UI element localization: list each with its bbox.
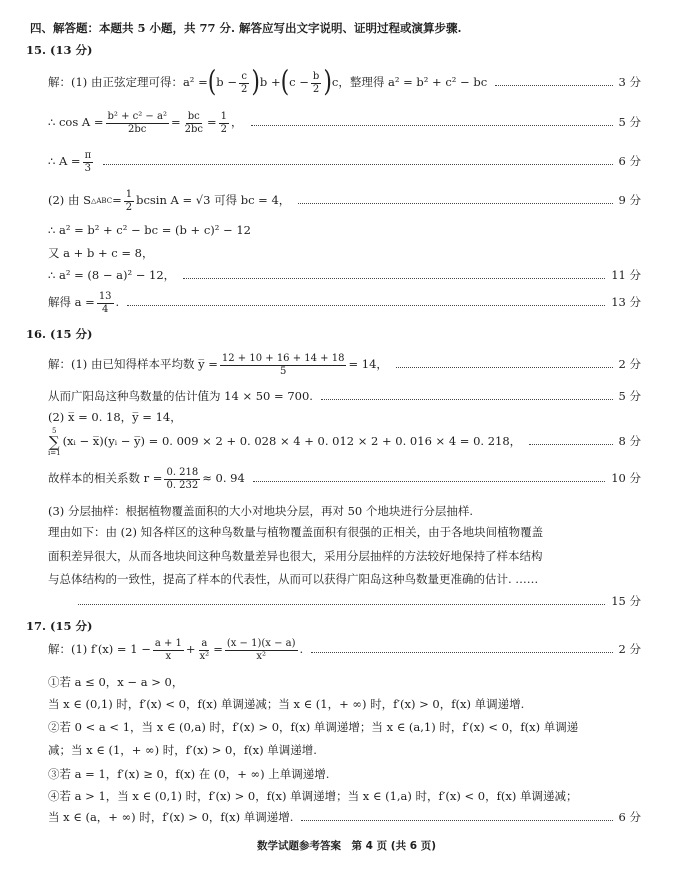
paren-open: ( [207,66,217,99]
leader-dots [127,305,605,306]
fraction-one-half [219,111,229,135]
q17-l6-text: ③若 a = 1，f′(x) ≥ 0，f(x) 在 (0，+ ∞) 上单调递增. [48,767,330,782]
frac-num: 0. 218 [166,467,199,478]
score-label: 6 分 [618,810,641,825]
footer-text: 数学试题参考答案 第 4 页 (共 6 页) [257,840,436,852]
fraction-13-over-4 [97,291,114,315]
score-label: 11 分 [611,268,641,283]
fraction-a-over-x2 [198,638,212,662]
q16-l5-prefix: 故样本的相关系数 r = [48,471,163,486]
leader-dots [311,652,612,653]
section-header-text: 四、解答题：本题共 5 小题，共 77 分. 解答应写出文字说明、证明过程或演算步骤. [30,21,462,36]
q16-l2-text: 从而广阳岛这种鸟数量的估计值为 14 × 50 = 700. [48,389,313,404]
fraction-one-half [124,189,134,213]
leader-dots [103,164,612,165]
q17-line-5 [48,738,693,764]
page-footer [0,838,693,853]
q15-line-3 [48,147,641,177]
score-label: 8 分 [618,434,641,449]
q16-title-text: 16. (15 分) [26,327,93,342]
fraction-bc-over-2bc [183,111,205,135]
frac-den: 0. 232 [166,479,199,491]
q15-line-4 [48,186,641,216]
q15-l1-prefix: 解：(1) 由正弦定理可得：a² = [48,75,208,90]
frac-num: 1 [125,189,133,200]
q15-l4-prefix: (2) 由 S [48,193,91,208]
score-label: 5 分 [618,389,641,404]
frac-num: 13 [98,291,112,302]
frac-den: 2 [240,83,248,95]
q17-title-text: 17. (15 分) [26,619,93,634]
equals: = [170,115,181,130]
score-label: 3 分 [618,75,641,90]
q15-l6-text: 又 a + b + c = 8， [48,246,154,261]
leader-dots [253,481,605,482]
q15-l2-prefix: ∴ cos A = [48,115,104,130]
q16-l5-suffix: ≈ 0. 94 [202,471,245,486]
leader-dots [495,85,612,86]
frac-num: 12 + 10 + 16 + 14 + 18 [221,353,345,364]
q15-l8-prefix: 解得 a = [48,295,95,310]
fraction-sample-mean [220,353,347,377]
summation-sign [48,428,61,457]
fraction-pi-over-3 [83,150,94,174]
frac-den: x² [199,650,210,662]
q17-l7-text: ④若 a > 1，当 x ∈ (0,1) 时，f′(x) > 0，f(x) 单调递增；当 x ∈ (1,a) 时，f′(x) < 0，f(x) 单调递减； [48,789,578,804]
q15-l1-mid: b + [259,75,281,90]
q17-l8-text: 当 x ∈ (a，+ ∞) 时，f′(x) > 0，f(x) 单调递增. [48,810,294,825]
q15-l1-b-minus: b − [216,75,237,90]
score-label: 15 分 [611,594,641,609]
frac-num: a [201,638,208,649]
q16-line-7 [48,520,693,546]
sum-lower-limit: i=1 [48,448,61,457]
fraction-correlation [164,467,200,491]
leader-dots [251,125,613,126]
q15-l1-c-minus: c − [289,75,309,90]
frac-den: 5 [279,365,287,377]
q16-title [26,322,693,348]
frac-num: π [84,150,92,161]
fraction-a-plus-1-over-x [153,638,184,662]
q15-title-text: 15. (13 分) [26,43,93,58]
frac-den: x [165,650,172,662]
q15-l7-text: ∴ a² = (8 − a)² − 12， [48,268,176,283]
q16-l1-prefix: 解：(1) 由已知得样本平均数 y̅ = [48,357,218,372]
frac-den: 2 [125,201,133,213]
q15-l1-suffix: c，整理得 a² = b² + c² − bc [331,75,488,90]
frac-den: 2bc [128,123,147,135]
sum-upper-limit: 5 [52,426,57,435]
q15-l3-prefix: ∴ A = [48,154,81,169]
q16-l7-text: 理由如下：由 (2) 知各样区的这种鸟数量与植物覆盖面积有很强的正相关，由于各地块间植物覆盖 [48,525,544,540]
q17-l4-text: ②若 0 < a < 1，当 x ∈ (0,a) 时，f′(x) > 0，f(x) 单调递增；当 x ∈ (a,1) 时，f′(x) < 0，f(x) 单调递 [48,720,579,735]
q15-l4-suffix: bcsin A = √3 可得 bc = 4， [136,193,291,208]
triangle-subscript: △ABC [90,196,113,205]
leader-dots [78,604,605,605]
q17-line-8 [48,805,641,831]
frac-num: b [312,71,320,82]
q17-line-1 [48,635,641,665]
frac-num: c [241,71,247,82]
frac-den: x² [256,650,266,662]
leader-dots [301,820,612,821]
score-label: 13 分 [611,295,641,310]
q15-l5-text: ∴ a² = b² + c² − bc = (b + c)² − 12 [48,223,251,238]
q17-l2-text: ①若 a ≤ 0，x − a > 0， [48,675,184,690]
q16-l9-text: 与总体结构的一致性，提高了样本的代表性，从而可以获得广阳岛这种鸟数量更准确的估计. …… [48,572,539,587]
fraction-c-over-2 [239,71,249,95]
q16-l4-text: (xᵢ − x̅)(yᵢ − y̅) = 0. 009 × 2 + 0. 028 × 4 + 0. 012 × 2 + 0. 016 × 4 = 0. 218， [62,434,522,449]
score-label: 2 分 [618,357,641,372]
fraction-derivative-factored [225,638,298,662]
paren-close: ) [251,66,260,99]
q15-l8-suffix: . [115,295,120,310]
leader-dots [396,367,613,368]
equals: = [213,642,223,657]
q15-l2-suffix: ， [231,115,243,130]
q16-l1-suffix: = 14， [348,357,388,372]
q17-l3-text: 当 x ∈ (0,1) 时，f′(x) < 0，f(x) 单调递减；当 x ∈ (1，+ ∞) 时，f′(x) > 0，f(x) 单调递增. [48,697,525,712]
q16-l3-text: (2) x̅ = 0. 18，y̅ = 14， [48,410,182,425]
q16-line-10 [48,589,641,615]
leader-dots [529,444,612,445]
frac-num: bc [187,111,200,122]
frac-num: (x − 1)(x − a) [226,638,296,649]
q15-line-1 [48,68,641,98]
q15-line-2 [48,108,641,138]
leader-dots [298,203,612,204]
q17-l1-suffix: . [299,642,304,657]
plus: + [185,642,196,657]
score-label: 6 分 [618,154,641,169]
sigma-icon: ∑ [48,432,60,451]
frac-num: 1 [220,111,227,122]
frac-den: 3 [84,162,92,174]
equals: = [112,193,122,208]
q15-line-7 [48,263,641,289]
q16-l6-text: (3) 分层抽样：根据植物覆盖面积的大小对地块分层，再对 50 个地块进行分层抽样. [48,504,474,519]
frac-num: a + 1 [154,638,182,649]
frac-den: 4 [101,303,109,315]
fraction-b-over-2 [311,71,321,95]
paren-close: ) [323,66,332,99]
leader-dots [321,399,613,400]
frac-den: 2 [220,123,227,135]
score-label: 10 分 [611,471,641,486]
q16-line-5 [48,464,641,494]
q16-line-1 [48,350,641,380]
score-label: 5 分 [618,115,641,130]
frac-num: b² + c² − a² [107,111,167,122]
q17-l5-text: 减；当 x ∈ (1，+ ∞) 时，f′(x) > 0，f(x) 单调递增. [48,743,317,758]
frac-den: 2 [312,83,320,95]
score-label: 9 分 [618,193,641,208]
q16-line-4 [48,426,641,458]
paren-open: ( [280,66,290,99]
equals: = [206,115,217,130]
q15-line-8 [48,288,641,318]
q16-l8-text: 面积差异很大，从而各地块间这种鸟数量差异也很大，采用分层抽样的方法较好地保持了样本结构 [48,549,543,564]
q17-l1-prefix: 解：(1) f′(x) = 1 − [48,642,151,657]
frac-den: 2bc [184,123,203,135]
fraction-cos-numerator [106,111,169,135]
q15-title [26,38,693,64]
score-label: 2 分 [618,642,641,657]
leader-dots [183,278,605,279]
